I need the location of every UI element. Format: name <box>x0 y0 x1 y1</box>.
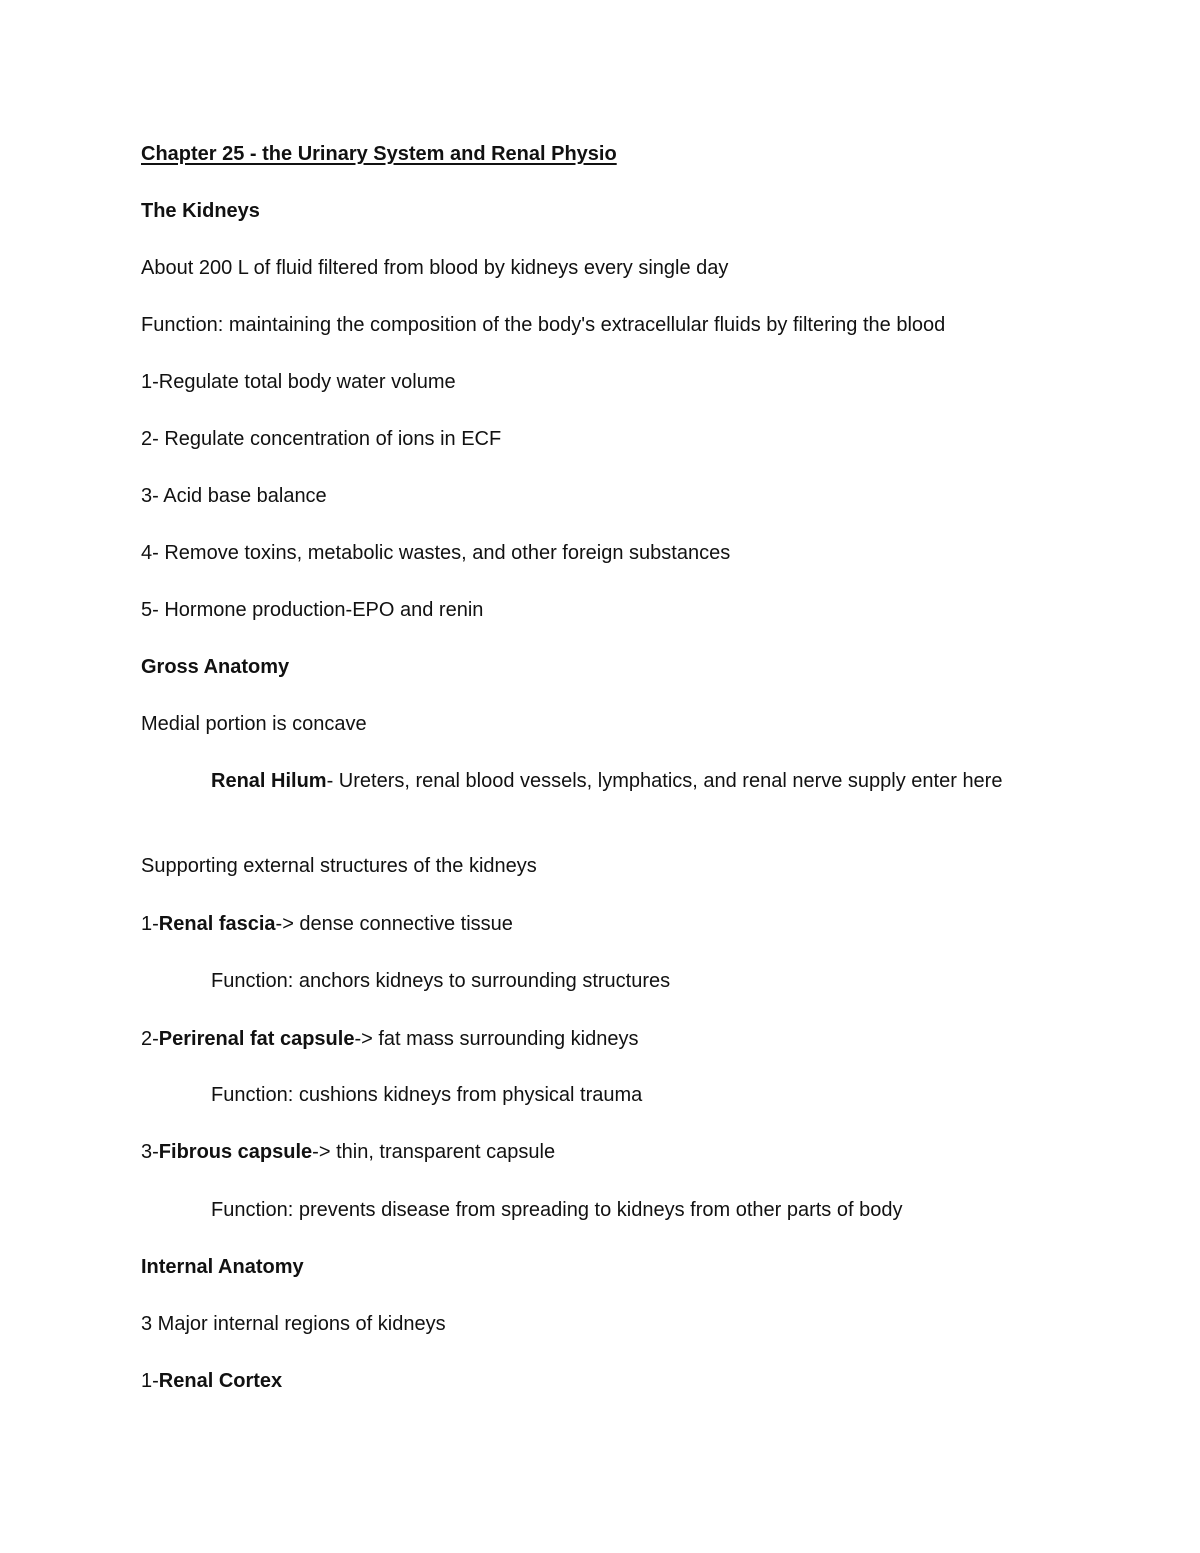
item-number: 3- <box>141 1141 159 1163</box>
list-item: 5- Hormone production-EPO and renin <box>141 599 484 621</box>
item-number: 2- <box>141 1028 159 1050</box>
list-item <box>141 910 513 938</box>
heading-gross-anatomy: Gross Anatomy <box>141 656 290 678</box>
function-note: Function: prevents disease from spreading to kidneys from other parts of body <box>211 1199 903 1221</box>
term-fibrous-capsule: Fibrous capsule <box>158 1141 313 1163</box>
renal-hilum-description: - Ureters, renal blood vessels, lymphatics, and renal nerve supply enter here <box>326 770 1003 792</box>
term-description: -> thin, transparent capsule <box>312 1141 556 1163</box>
list-item: 1-Regulate total body water volume <box>141 371 456 393</box>
paragraph-internal-regions: 3 Major internal regions of kidneys <box>141 1313 446 1335</box>
document-title: Chapter 25 - the Urinary System and Renal Physio <box>141 143 617 165</box>
paragraph-kidney-function: Function: maintaining the composition of the body's extracellular fluids by filtering the blood <box>141 314 946 336</box>
term-description: -> dense connective tissue <box>275 913 513 935</box>
item-number: 1- <box>141 913 159 935</box>
heading-internal-anatomy: Internal Anatomy <box>141 1256 304 1278</box>
list-item: 4- Remove toxins, metabolic wastes, and other foreign substances <box>141 542 731 564</box>
list-item <box>141 1367 282 1395</box>
term-perirenal-fat-capsule: Perirenal fat capsule <box>158 1028 355 1050</box>
item-number: 1- <box>141 1370 159 1392</box>
function-note: Function: cushions kidneys from physical trauma <box>211 1084 643 1106</box>
list-item <box>141 1138 555 1166</box>
term-description: -> fat mass surrounding kidneys <box>354 1028 639 1050</box>
list-item <box>141 1025 638 1053</box>
paragraph-renal-hilum <box>141 767 1041 795</box>
list-item: 3- Acid base balance <box>141 485 327 507</box>
function-note: Function: anchors kidneys to surrounding structures <box>211 970 671 992</box>
paragraph-fluid-filtered: About 200 L of fluid filtered from blood by kidneys every single day <box>141 257 729 279</box>
term-renal-cortex: Renal Cortex <box>158 1370 283 1392</box>
paragraph-medial-portion: Medial portion is concave <box>141 713 367 735</box>
term-renal-fascia: Renal fascia <box>158 913 276 935</box>
term-renal-hilum: Renal Hilum <box>211 770 327 792</box>
paragraph-supporting-structures: Supporting external structures of the kidneys <box>141 855 537 877</box>
heading-the-kidneys: The Kidneys <box>141 200 260 222</box>
list-item: 2- Regulate concentration of ions in ECF <box>141 428 502 450</box>
